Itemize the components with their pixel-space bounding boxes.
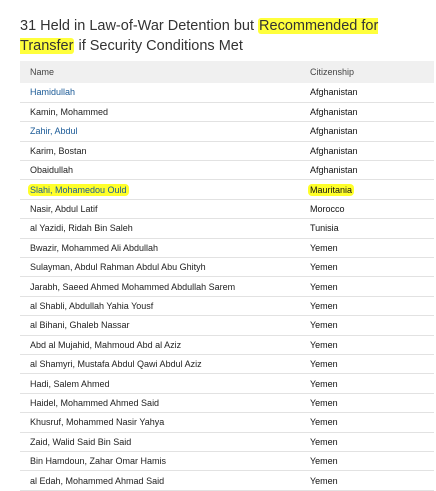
detainee-citizenship — [300, 161, 434, 180]
column-header-citizenship[interactable]: Citizenship — [310, 67, 355, 77]
detainee-citizenship — [300, 374, 434, 393]
citizenship-text: Yemen — [310, 300, 338, 311]
detainee-citizenship — [300, 413, 434, 432]
citizenship-text: Morocco — [310, 204, 345, 215]
detainee-name — [20, 296, 300, 315]
detainee-citizenship — [300, 335, 434, 354]
citizenship-text: Yemen — [310, 475, 338, 486]
table-row — [20, 316, 434, 335]
table-row — [20, 141, 434, 160]
detainee-citizenship — [300, 393, 434, 412]
detainee-name — [20, 316, 300, 335]
detainee-name — [20, 393, 300, 412]
detainee-name-text: Jarabh, Saeed Ahmed Mohammed Abdullah Sarem — [30, 281, 236, 292]
detainee-citizenship — [300, 199, 434, 218]
table-row — [20, 122, 434, 141]
detainee-name-text: Bin Hamdoun, Zahar Omar Hamis — [30, 456, 167, 467]
detainee-citizenship — [300, 354, 434, 373]
citizenship-text: Yemen — [310, 456, 338, 467]
detainee-name — [20, 219, 300, 238]
detainee-citizenship — [300, 102, 434, 121]
citizenship-text: Afghanistan — [310, 145, 358, 156]
table-row — [20, 471, 434, 490]
detainee-name-text: al Yazidi, Ridah Bin Saleh — [30, 223, 133, 234]
table-row — [20, 219, 434, 238]
citizenship-text: Afghanistan — [310, 126, 358, 137]
detainee-citizenship — [300, 180, 434, 199]
table-row — [20, 335, 434, 354]
detainee-name — [20, 374, 300, 393]
detainee-citizenship — [300, 432, 434, 451]
detainee-name — [20, 258, 300, 277]
table-row — [20, 102, 434, 121]
citizenship-text: Yemen — [310, 359, 338, 370]
detainee-name-text: al Bihani, Ghaleb Nassar — [30, 320, 130, 331]
table-row — [20, 199, 434, 218]
detainee-name-link[interactable] — [20, 122, 300, 141]
detainee-name-text: Zaid, Walid Said Bin Said — [30, 436, 132, 447]
citizenship-text: Yemen — [310, 417, 338, 428]
detainee-name-link[interactable] — [20, 83, 300, 102]
detainee-citizenship — [300, 258, 434, 277]
citizenship-text: Afghanistan — [310, 165, 358, 176]
detainee-name — [20, 277, 300, 296]
detainee-name — [20, 451, 300, 470]
detainee-name — [20, 141, 300, 160]
detainee-name-text: Sulayman, Abdul Rahman Abdul Abu Ghityh — [30, 262, 206, 273]
citizenship-text: Yemen — [310, 242, 338, 253]
table-body — [20, 83, 434, 490]
detainee-name-text: Hamidullah — [30, 87, 76, 98]
detainee-name-text: Zahir, Abdul — [30, 126, 78, 137]
detainee-citizenship — [300, 238, 434, 257]
citizenship-text: Afghanistan — [310, 107, 358, 118]
detainee-name-text: al Shamyri, Mustafa Abdul Qawi Abdul Aziz — [30, 359, 202, 370]
page-title — [0, 0, 420, 56]
table-row — [20, 238, 434, 257]
detainee-citizenship — [300, 451, 434, 470]
citizenship-text: Yemen — [310, 339, 338, 350]
detainee-citizenship — [300, 141, 434, 160]
table-row — [20, 451, 434, 470]
detainee-name-text: al Edah, Mohammed Ahmad Said — [30, 475, 165, 486]
detainee-citizenship — [300, 316, 434, 335]
title-part-1: 31 Held in Law-of-War Detention but — [20, 18, 259, 34]
detainee-name-text: al Shabli, Abdullah Yahia Yousf — [30, 300, 154, 311]
table-row — [20, 354, 434, 373]
detainee-name-text: Abd al Mujahid, Mahmoud Abd al Aziz — [30, 339, 182, 350]
detainee-name-text: Bwazir, Mohammed Ali Abdullah — [30, 242, 159, 253]
table-row — [20, 258, 434, 277]
table-row — [20, 277, 434, 296]
detainee-name — [20, 413, 300, 432]
detainee-name — [20, 432, 300, 451]
citizenship-text: Yemen — [310, 320, 338, 331]
detainee-name-text: Nasir, Abdul Latif — [30, 204, 98, 215]
table-row — [20, 296, 434, 315]
table-row — [20, 161, 434, 180]
title-part-2: if Security Conditions Met — [74, 38, 243, 54]
detainee-citizenship — [300, 471, 434, 490]
citizenship-text: Yemen — [310, 281, 338, 292]
table-row — [20, 374, 434, 393]
detainee-name — [20, 199, 300, 218]
detainee-name-text: Slahi, Mohamedou Ould — [30, 184, 127, 195]
detainee-name — [20, 238, 300, 257]
title-highlight: Recommended for Transfer — [20, 18, 379, 54]
detainee-citizenship — [300, 83, 434, 102]
detainee-name — [20, 354, 300, 373]
citizenship-text: Yemen — [310, 436, 338, 447]
citizenship-text: Yemen — [310, 262, 338, 273]
detainee-name — [20, 471, 300, 490]
table-row — [20, 180, 434, 199]
detainee-name-text: Hadi, Salem Ahmed — [30, 378, 110, 389]
detainee-name-text: Karim, Bostan — [30, 145, 87, 156]
column-header-name[interactable]: Name — [30, 67, 55, 77]
detainee-name-text: Khusruf, Mohammed Nasir Yahya — [30, 417, 165, 428]
detainee-name-link[interactable] — [20, 180, 300, 199]
citizenship-text: Yemen — [310, 397, 338, 408]
table-row — [20, 413, 434, 432]
detainee-name — [20, 161, 300, 180]
table-row — [20, 83, 434, 102]
detainee-citizenship — [300, 277, 434, 296]
citizenship-text: Yemen — [310, 378, 338, 389]
table-row — [20, 393, 434, 412]
detainee-citizenship — [300, 219, 434, 238]
detainee-name-text: Haidel, Mohammed Ahmed Said — [30, 397, 160, 408]
detainee-name-text: Obaidullah — [30, 165, 74, 176]
detainee-citizenship — [300, 122, 434, 141]
citizenship-text: Tunisia — [310, 223, 339, 234]
detainee-name-text: Kamin, Mohammed — [30, 107, 109, 118]
detainee-table — [20, 61, 434, 491]
detainee-name — [20, 102, 300, 121]
citizenship-text: Mauritania — [310, 184, 353, 195]
table-header-row — [20, 61, 434, 83]
detainee-name — [20, 335, 300, 354]
citizenship-text: Afghanistan — [310, 87, 358, 98]
detainee-citizenship — [300, 296, 434, 315]
table-row — [20, 432, 434, 451]
